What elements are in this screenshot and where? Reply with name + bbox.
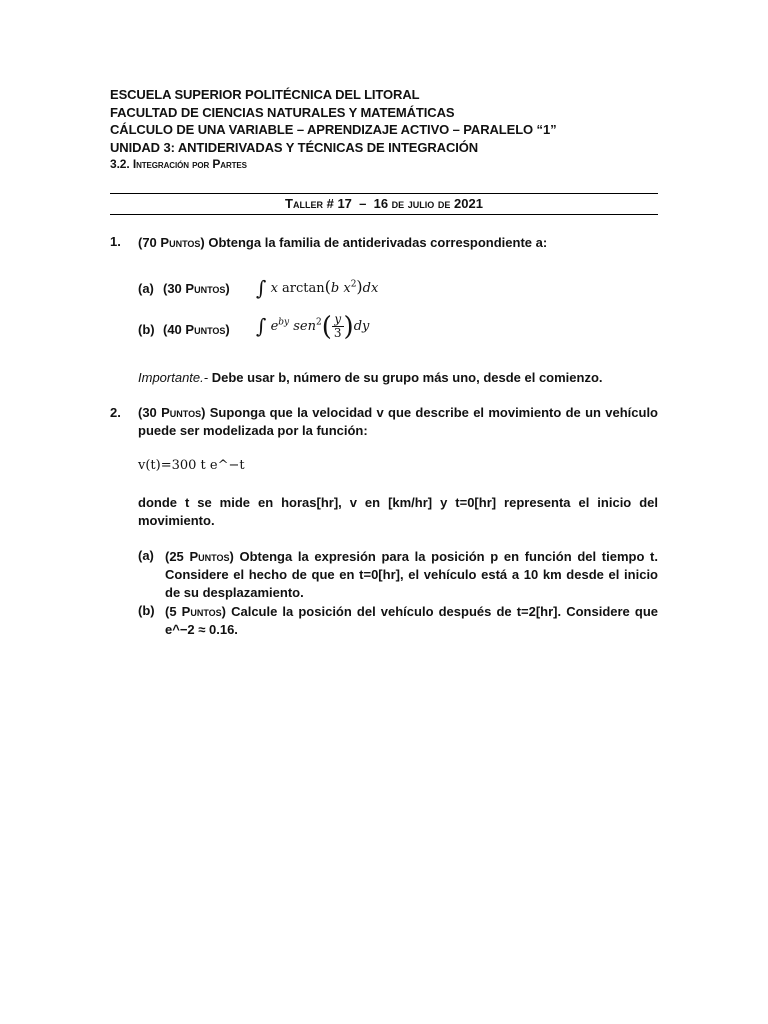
q2a-points: (25 Puntos) (165, 549, 234, 564)
q1-important-note (138, 370, 603, 385)
q2b-text: Calcule la posición del vehículo después de t=2[hr]. Considere que e^−2 ≈ 0.16. (165, 604, 658, 637)
q2-units-text: donde t se mide en horas[hr], v en [km/hr] y t=0[hr] representa el inicio del movimiento. (138, 495, 658, 528)
header-section (110, 156, 670, 174)
q2-text: Suponga que la velocidad v que describe el movimiento de un vehículo puede ser modelizada por la función: (138, 405, 658, 438)
q2b-label: (b) (138, 603, 155, 618)
header-faculty: FACULTAD DE CIENCIAS NATURALES Y MATEMÁTICAS (110, 104, 455, 120)
q1-points: (70 Puntos) (138, 235, 205, 250)
workshop-date: 16 de julio de 2021 (373, 196, 483, 211)
title-dash: – (359, 196, 367, 211)
header-school: ESCUELA SUPERIOR POLITÉCNICA DEL LITORAL (110, 87, 420, 102)
q1a-points: (30 Puntos) (163, 281, 230, 296)
section-number: 3.2. (110, 157, 130, 171)
q1a-formula: ∫ x arctan(b $x^2)dx$ (256, 276, 379, 300)
workshop-number: Taller # 17 (285, 196, 352, 211)
note-text: Debe usar b, número de su grupo más uno, desde el comienzo. (211, 370, 603, 385)
document-header (110, 86, 670, 174)
q1b-label: (b) (138, 322, 155, 337)
q2b-statement (165, 603, 658, 639)
q1b-points: (40 Puntos) (163, 322, 230, 337)
section-title: Integración por Partes (132, 157, 247, 171)
q2b-points: (5 Puntos) (165, 604, 226, 619)
q2-points: (30 Puntos) (138, 405, 206, 420)
q1a-label: (a) (138, 281, 154, 296)
q2-velocity-formula (138, 458, 245, 473)
q2a-statement (165, 548, 658, 602)
note-label: Importante.- (138, 370, 209, 385)
header-course: CÁLCULO DE UNA VARIABLE – APRENDIZAJE ACTIVO – PARALELO “1” (110, 122, 557, 137)
velocity-function: v(t)=300 t e^−t (138, 458, 245, 473)
q2a-label: (a) (138, 548, 154, 563)
q1b-formula: ∫ $e^{by}$ sen$^2$( $\frac{y}{3}$ )dy (256, 312, 370, 342)
header-unit: UNIDAD 3: ANTIDERIVADAS Y TÉCNICAS DE INTEGRACIÓN (110, 139, 479, 155)
workshop-title (110, 193, 658, 215)
q1-number: 1. (110, 234, 121, 249)
q1-statement (138, 234, 658, 252)
q2a-text: Obtenga la expresión para la posición p en función del tiempo t. Considere el hecho de que en t=0[hr], el vehículo está a 10 km desde el inicio de su desplazamiento. (165, 549, 659, 600)
q2-number: 2. (110, 405, 121, 420)
q2-statement (138, 404, 658, 440)
q1-text: Obtenga la familia de antiderivadas correspondiente a: (208, 235, 548, 250)
